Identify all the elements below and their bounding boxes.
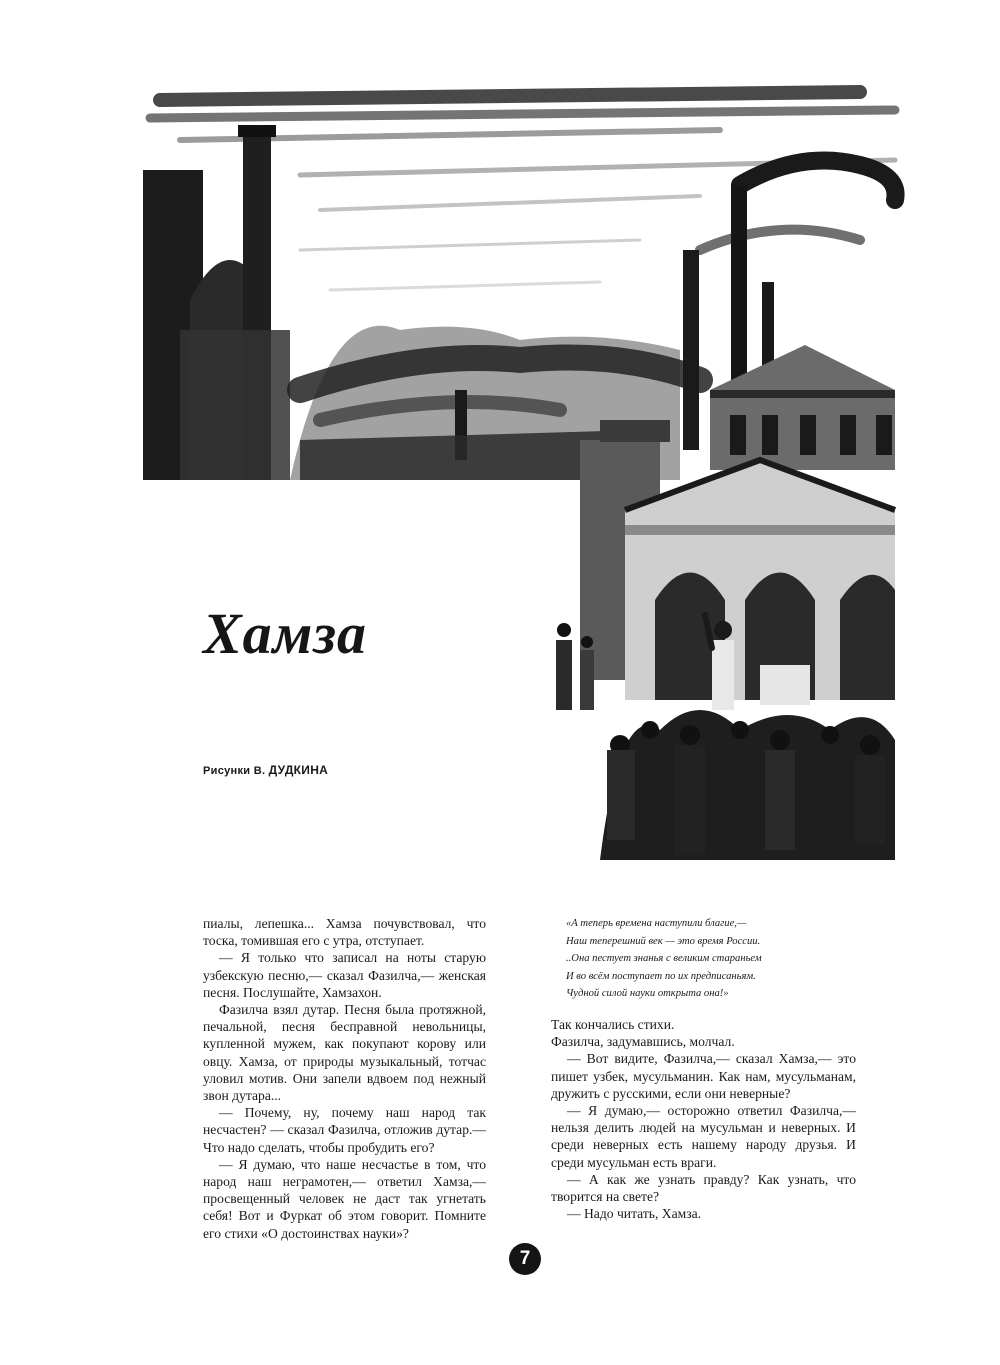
poem-line: Наш теперешний век — это время России.	[566, 935, 761, 947]
poem-line: И во всём поступает по их предписаньям.	[566, 970, 756, 982]
credit-prefix: Рисунки В.	[203, 765, 266, 777]
page-number: 7	[509, 1243, 541, 1275]
paragraph: Так кончались стихи.	[551, 1017, 675, 1032]
left-column	[203, 915, 486, 1242]
paragraph: — Почему, ну, почему наш народ так несчастен? — сказал Фазилча, отложив дутар.— Что надо сделать, чтобы пробудить его?	[203, 1105, 486, 1155]
poem-line: «А теперь времена наступили благие,—	[566, 918, 747, 929]
paragraph: — Я думаю, что наше несчастье в том, что народ наш неграмотен,— ответил Хамза,— просвещенный человек не даст так угнетать себя! Вот и Фуркат об этом говорит. Помните его стихи «О достоинствах науки»?	[203, 1156, 486, 1241]
paragraph: — Я думаю,— осторожно ответил Фазилча,— нельзя делить людей на мусульман и неверных. И среди неверных есть нашему народу друзья. И среди мусульман есть враги.	[551, 1103, 856, 1170]
credit-artist: ДУДКИНА	[268, 763, 329, 777]
poem-quote	[566, 915, 866, 1003]
right-column	[551, 1016, 856, 1222]
paragraph: Фазилча, задумавшись, молчал.	[551, 1034, 735, 1050]
illustration-credit	[203, 763, 328, 777]
paragraph: пиалы, лепешка... Хамза почувствовал, что тоска, томившая его с утра, отступает.	[203, 916, 486, 949]
paragraph: — Я только что записал на ноты старую узбекскую песню,— сказал Фазилча,— женская песня. Послушайте, Хамзахон.	[203, 950, 486, 1000]
paragraph: Фазилча взял дутар. Песня была протяжной, печальной, песня бесправной невольницы, купленной мужем, как покупают корову или овцу. Хамза, от природы музыкальный, тотчас уловил мотив. Они запели вдвоем под нежный звон дутара...	[203, 1002, 486, 1104]
article-title: Хамза	[203, 601, 368, 666]
poem-line: ..Она пестует знанья с великим стараньем	[566, 953, 762, 964]
poem-line: Чудной силой науки открыта она!»	[566, 988, 729, 999]
paragraph: — Вот видите, Фазилча,— сказал Хамза,— это пишет узбек, мусульманин. Как нам, мусульманам, дружить с русскими, если они неверные?	[551, 1051, 856, 1101]
paragraph: — А как же узнать правду? Как узнать, что творится на свете?	[551, 1171, 856, 1205]
paragraph: — Надо читать, Хамза.	[567, 1206, 702, 1222]
